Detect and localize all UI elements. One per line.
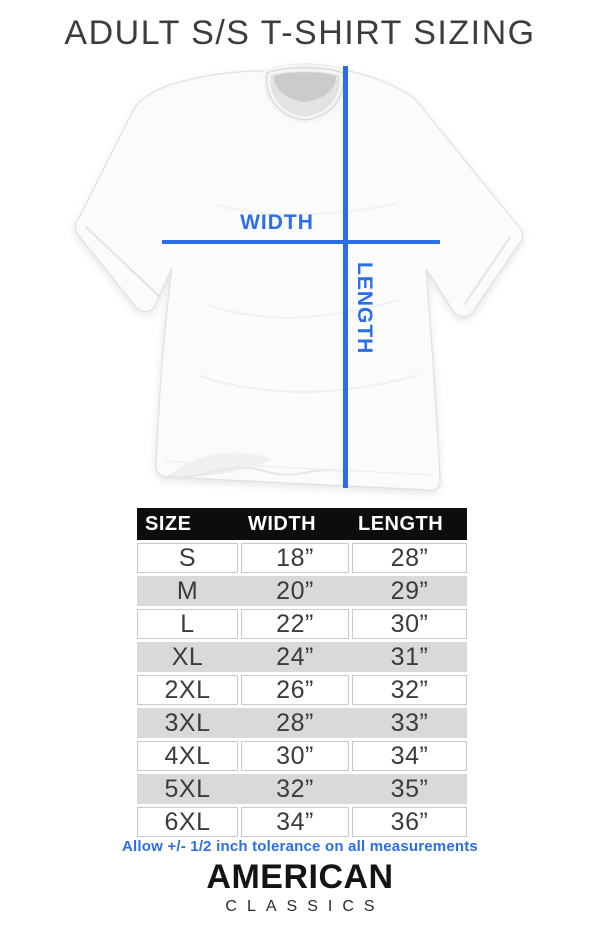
cell-length: 32” — [352, 675, 467, 705]
cell-width: 18” — [241, 543, 349, 573]
table-row — [137, 543, 467, 573]
header-length: LENGTH — [358, 512, 444, 535]
table-row — [137, 774, 467, 804]
cell-size: S — [137, 543, 238, 573]
cell-length: 35” — [390, 774, 429, 803]
width-label: WIDTH — [240, 211, 314, 234]
width-measure-line — [162, 240, 440, 244]
cell-length: 29” — [390, 576, 429, 605]
length-label: LENGTH — [353, 262, 376, 355]
cell-length: 30” — [352, 609, 467, 639]
length-measure-line — [343, 66, 348, 488]
table-row — [137, 675, 467, 705]
cell-width: 30” — [241, 741, 349, 771]
table-row — [137, 642, 467, 672]
brand-subname: CLASSICS — [225, 897, 385, 915]
cell-width: 22” — [241, 609, 349, 639]
cell-size: L — [137, 609, 238, 639]
cell-width: 26” — [241, 675, 349, 705]
cell-size: M — [176, 576, 199, 605]
cell-length: 34” — [352, 741, 467, 771]
cell-width: 20” — [276, 576, 314, 605]
table-row — [137, 807, 467, 837]
cell-length: 28” — [352, 543, 467, 573]
cell-length: 33” — [390, 708, 429, 737]
brand-name: AMERICAN — [206, 858, 394, 896]
tshirt-illustration — [68, 55, 530, 503]
cell-width: 32” — [276, 774, 314, 803]
cell-length: 36” — [352, 807, 467, 837]
cell-size: 4XL — [137, 741, 238, 771]
cell-size: 2XL — [137, 675, 238, 705]
table-row — [137, 609, 467, 639]
table-row — [137, 708, 467, 738]
table-header-row — [137, 508, 467, 540]
header-size: SIZE — [145, 512, 192, 535]
cell-width: 24” — [276, 642, 314, 671]
header-width: WIDTH — [248, 512, 317, 535]
cell-width: 28” — [276, 708, 314, 737]
cell-length: 31” — [390, 642, 429, 671]
page-title: ADULT S/S T-SHIRT SIZING — [64, 14, 536, 52]
sizing-table — [137, 508, 467, 837]
cell-size: 6XL — [137, 807, 238, 837]
cell-size: XL — [171, 642, 204, 671]
table-row — [137, 576, 467, 606]
cell-width: 34” — [241, 807, 349, 837]
table-row — [137, 741, 467, 771]
tolerance-note: Allow +/- 1/2 inch tolerance on all measurements — [122, 838, 478, 855]
cell-size: 3XL — [164, 708, 211, 737]
brand-logo — [0, 860, 600, 916]
cell-size: 5XL — [164, 774, 211, 803]
